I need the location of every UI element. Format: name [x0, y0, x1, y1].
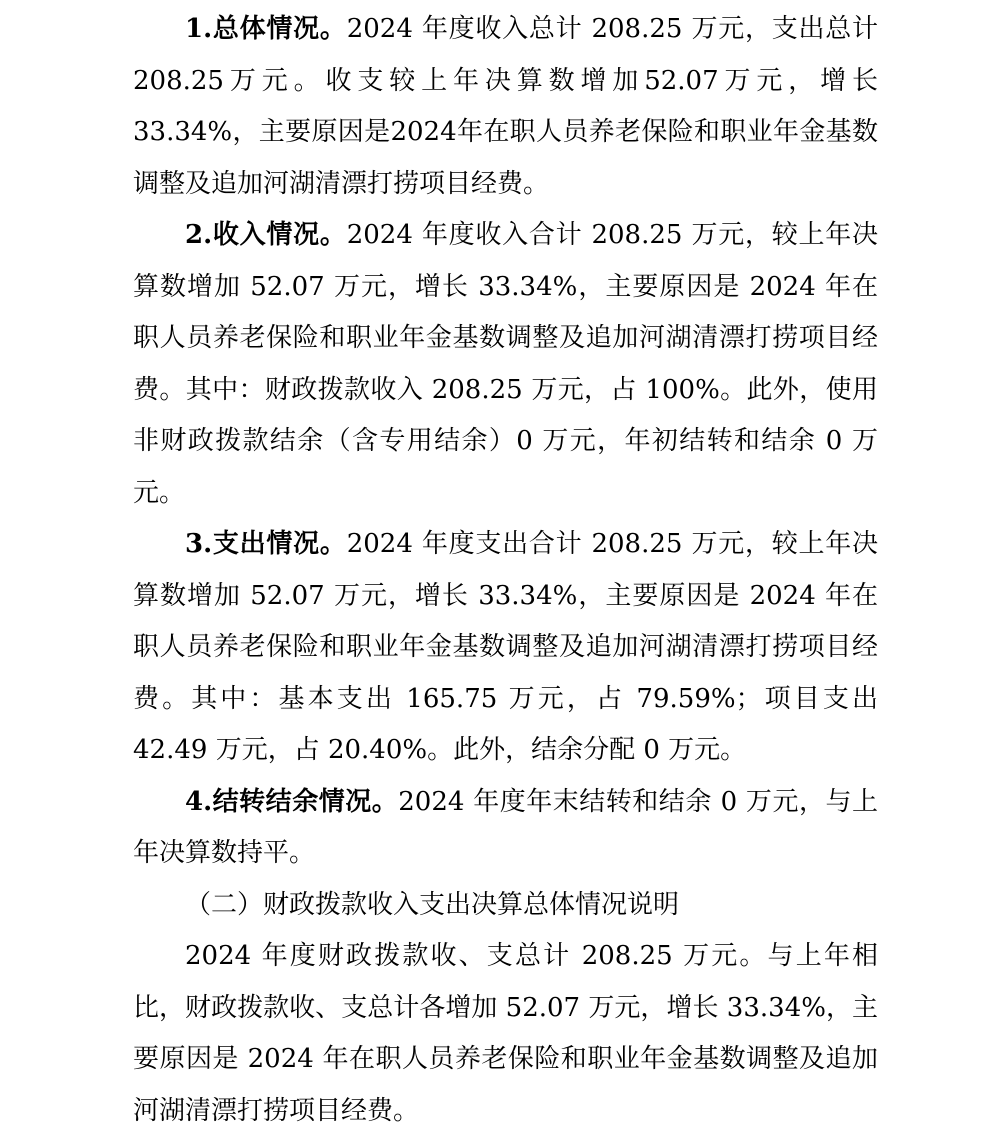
section-heading: （二）财政拨款收入支出决算总体情况说明 — [185, 889, 680, 920]
paragraph-body: 2024 年度年末结转和结余 0 万元，与上年决算数持平。 — [133, 786, 878, 868]
paragraph-expenditure — [133, 519, 878, 777]
paragraph-body: 2024 年度支出合计 208.25 万元，较上年决算数增加 52.07 万元，增长 33.34%，主要原因是 2024 年在职人员养老保险和职业年金基数调整及追加河湖清漂打捞项目经费。其中：基本支出 165.75 万元，占 79.59%；项目支出 42.49 万元，占 20.40%。此外，结余分配 0 万元。 — [133, 529, 878, 765]
paragraph-overall — [133, 4, 878, 210]
paragraph-income — [133, 210, 878, 519]
paragraph-heading: 1.总体情况。 — [185, 14, 347, 44]
paragraph-heading: 2.收入情况。 — [185, 220, 347, 250]
document-page — [133, 4, 878, 1137]
paragraph-carryover — [133, 777, 878, 880]
paragraph-body: 2024 年度收入总计 208.25 万元，支出总计 208.25万元。收支较上年决算数增加52.07万元，增长33.34%，主要原因是2024年在职人员养老保险和职业年金基数调整及追加河湖清漂打捞项目经费。 — [133, 14, 878, 199]
section-body: 2024 年度财政拨款收、支总计 208.25 万元。与上年相比，财政拨款收、支总计各增加 52.07 万元，增长 33.34%，主要原因是 2024 年在职人员养老保险和职业年金基数调整及追加河湖清漂打捞项目经费。 — [133, 941, 878, 1126]
paragraph-heading: 3.支出情况。 — [185, 529, 347, 559]
paragraph-body: 2024 年度收入合计 208.25 万元，较上年决算数增加 52.07 万元，增长 33.34%，主要原因是 2024 年在职人员养老保险和职业年金基数调整及追加河湖清漂打捞项目经费。其中：财政拨款收入 208.25 万元，占 100%。此外，使用非财政拨款结余（含专用结余）0 万元，年初结转和结余 0 万元。 — [133, 220, 878, 508]
paragraph-heading: 4.结转结余情况。 — [185, 786, 399, 817]
